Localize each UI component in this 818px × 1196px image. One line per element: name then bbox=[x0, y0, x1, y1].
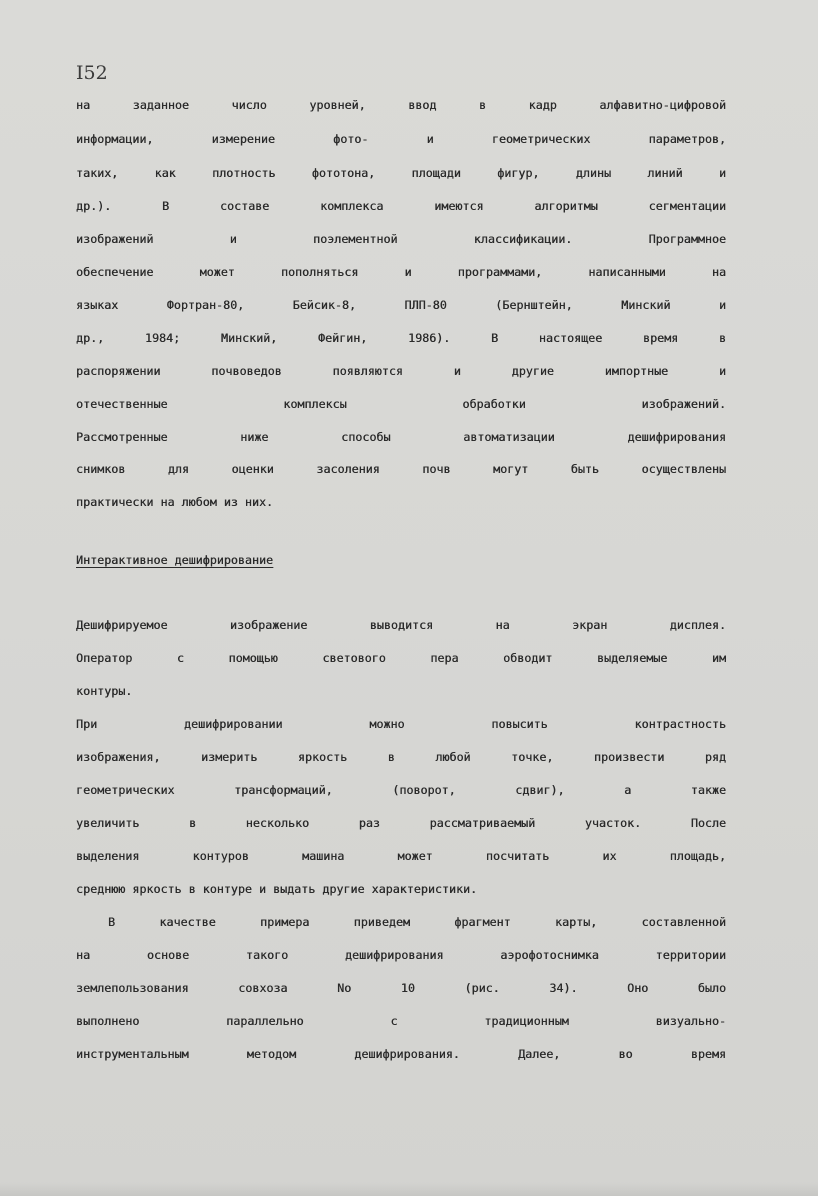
text-line: Рассмотренные ниже способы автоматизации дешифрирования bbox=[76, 430, 726, 444]
section-heading: Интерактивное дешифрирование bbox=[76, 553, 274, 567]
text-line: выполнено параллельно с традиционным визуально- bbox=[76, 1014, 726, 1028]
text-line: землепользования совхоза No 10 (рис. 34). Оно было bbox=[76, 981, 726, 995]
text-line: В качестве примера приведем фрагмент карты, составленной bbox=[108, 915, 726, 929]
text-line: отечественные комплексы обработки изображений. bbox=[76, 397, 726, 411]
text-line: При дешифрировании можно повысить контрастность bbox=[76, 717, 726, 731]
text-line: среднюю яркость в контуре и выдать другие характеристики. bbox=[76, 882, 478, 896]
text-line: контуры. bbox=[76, 684, 133, 698]
text-line: обеспечение может пополняться и программами, написанными на bbox=[76, 265, 726, 279]
text-line: инструментальным методом дешифрирования. Далее, во время bbox=[76, 1047, 726, 1061]
text-line: Оператор с помощью светового пера обводит выделяемые им bbox=[76, 651, 726, 665]
text-line: информации, измерение фото- и геометрических параметров, bbox=[76, 132, 726, 146]
text-line: изображений и поэлементной классификации. Программное bbox=[76, 232, 726, 246]
text-line: на заданное число уровней, ввод в кадр алфавитно-цифровой bbox=[76, 98, 726, 112]
text-line: снимков для оценки засоления почв могут быть осуществлены bbox=[76, 462, 726, 476]
text-line: таких, как плотность фототона, площади фигур, длины линий и bbox=[76, 166, 726, 180]
page-number: I52 bbox=[76, 62, 108, 84]
page-bottom-edge bbox=[0, 1182, 818, 1196]
text-line: геометрических трансформаций, (поворот, сдвиг), а также bbox=[76, 783, 726, 797]
text-line: др., 1984; Минский, Фейгин, 1986). В настоящее время в bbox=[76, 331, 726, 345]
text-line: Дешифрируемое изображение выводится на экран дисплея. bbox=[76, 618, 726, 632]
text-line: на основе такого дешифрирования аэрофотоснимка территории bbox=[76, 948, 726, 962]
text-line: практически на любом из них. bbox=[76, 495, 274, 509]
text-line: распоряжении почвоведов появляются и другие импортные и bbox=[76, 364, 726, 378]
text-line: др.). В составе комплекса имеются алгоритмы сегментации bbox=[76, 199, 726, 213]
text-line: языках Фортран-80, Бейсик-8, ПЛП-80 (Бернштейн, Минский и bbox=[76, 298, 726, 312]
text-line: увеличить в несколько раз рассматриваемый участок. После bbox=[76, 816, 726, 830]
text-line: выделения контуров машина может посчитать их площадь, bbox=[76, 849, 726, 863]
text-line: изображения, измерить яркость в любой точке, произвести ряд bbox=[76, 750, 726, 764]
